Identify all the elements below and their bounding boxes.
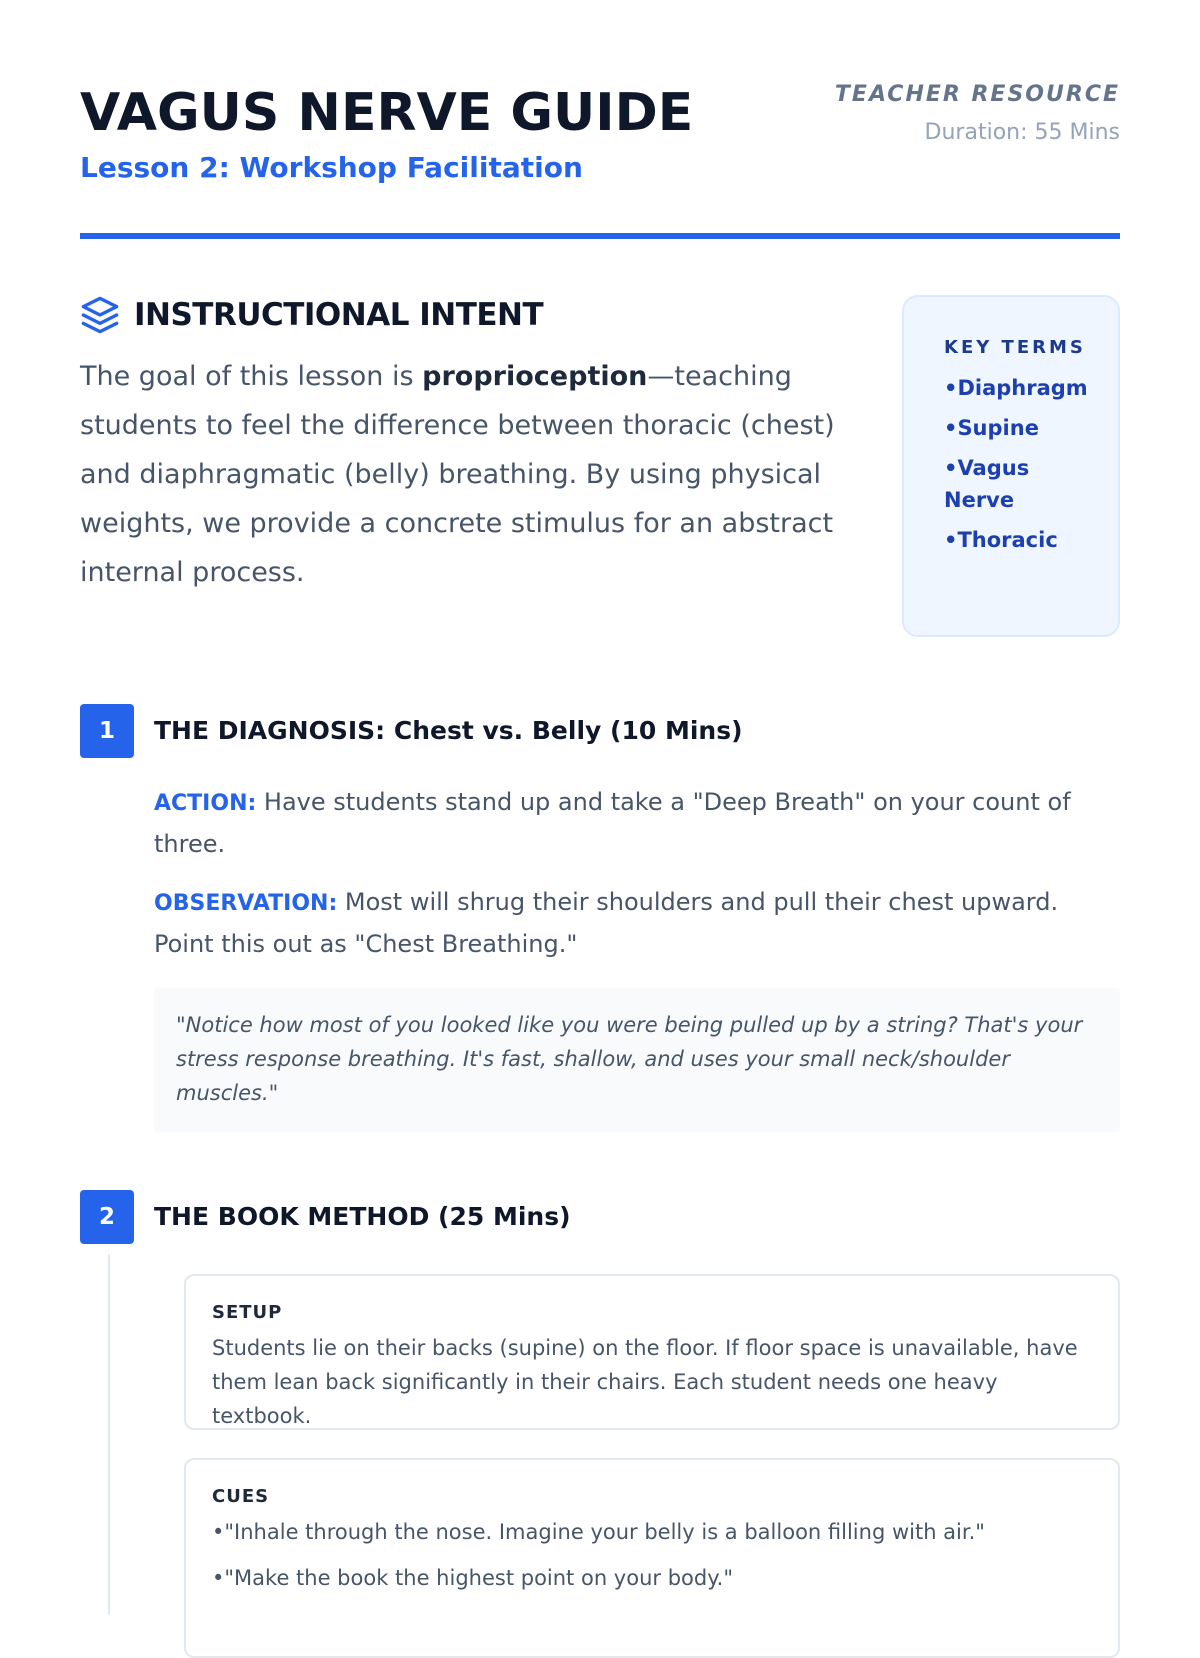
key-terms-title: KEY TERMS (944, 337, 1086, 358)
step-2-title: THE BOOK METHOD (25 Mins) (154, 1202, 571, 1231)
key-term-item: • Supine (944, 412, 1088, 444)
duration-label: Duration: 55 Mins (924, 120, 1120, 145)
cues-list (212, 1515, 1092, 1595)
instructional-intent-section (80, 292, 840, 597)
step-2-header (80, 1190, 1120, 1244)
step-2-section (80, 1190, 1120, 1590)
key-term-item: • Vagus Nerve (944, 452, 1088, 516)
action-text: Have students stand up and take a "Deep Breath" on your count of three. (154, 788, 1071, 858)
observation-label: OBSERVATION: (154, 891, 338, 916)
action-paragraph (154, 782, 1120, 864)
intent-key-concept: proprioception (422, 361, 648, 392)
cue-item: • "Make the book the highest point on your body." (212, 1561, 1092, 1595)
setup-title: SETUP (212, 1302, 283, 1323)
step-1-header (80, 704, 1120, 758)
resource-label: TEACHER RESOURCE (834, 82, 1120, 107)
cue-item: • "Inhale through the nose. Imagine your belly is a balloon filling with air." (212, 1515, 1092, 1549)
intent-title: INSTRUCTIONAL INTENT (134, 297, 544, 333)
observation-paragraph (154, 882, 1120, 964)
page-subtitle: Lesson 2: Workshop Facilitation (80, 151, 583, 184)
step-number-badge: 1 (80, 704, 134, 758)
layers-icon (80, 295, 120, 335)
step-number-badge: 2 (80, 1190, 134, 1244)
key-terms-list (944, 372, 1088, 556)
step-1-section (80, 704, 1120, 1105)
teacher-script-quote: "Notice how most of you looked like you were being pulled up by a string? That's your stress response breathing. It's fast, shallow, and uses your small neck/shoulder muscles." (154, 988, 1120, 1132)
intent-heading (80, 292, 840, 338)
observation-text: Most will shrug their shoulders and pull their chest upward. Point this out as "Chest Breathing." (154, 888, 1059, 958)
key-terms-box (902, 295, 1120, 637)
step-1-body (154, 782, 1120, 1132)
step-1-title: THE DIAGNOSIS: Chest vs. Belly (10 Mins) (154, 716, 743, 745)
action-label: ACTION: (154, 791, 257, 816)
document-header (80, 78, 1120, 238)
key-term-item: • Diaphragm (944, 372, 1088, 404)
intent-text-end: —teaching students to feel the difference between thoracic (chest) and diaphragmatic (belly) breathing. By using physical weights, we provide a concrete stimulus for an abstract internal process. (80, 361, 835, 588)
page-title: VAGUS NERVE GUIDE (80, 83, 694, 143)
key-term-item: • Thoracic (944, 524, 1088, 556)
cues-title: CUES (212, 1486, 270, 1507)
setup-card (184, 1274, 1120, 1430)
header-divider (80, 233, 1120, 239)
intent-text-start: The goal of this lesson is (80, 361, 423, 392)
step-connector-line (108, 1254, 110, 1614)
intent-paragraph (80, 352, 840, 597)
cues-card (184, 1458, 1120, 1658)
setup-text: Students lie on their backs (supine) on the floor. If floor space is unavailable, have them lean back significantly in their chairs. Each student needs one heavy textbook. (212, 1336, 1078, 1428)
